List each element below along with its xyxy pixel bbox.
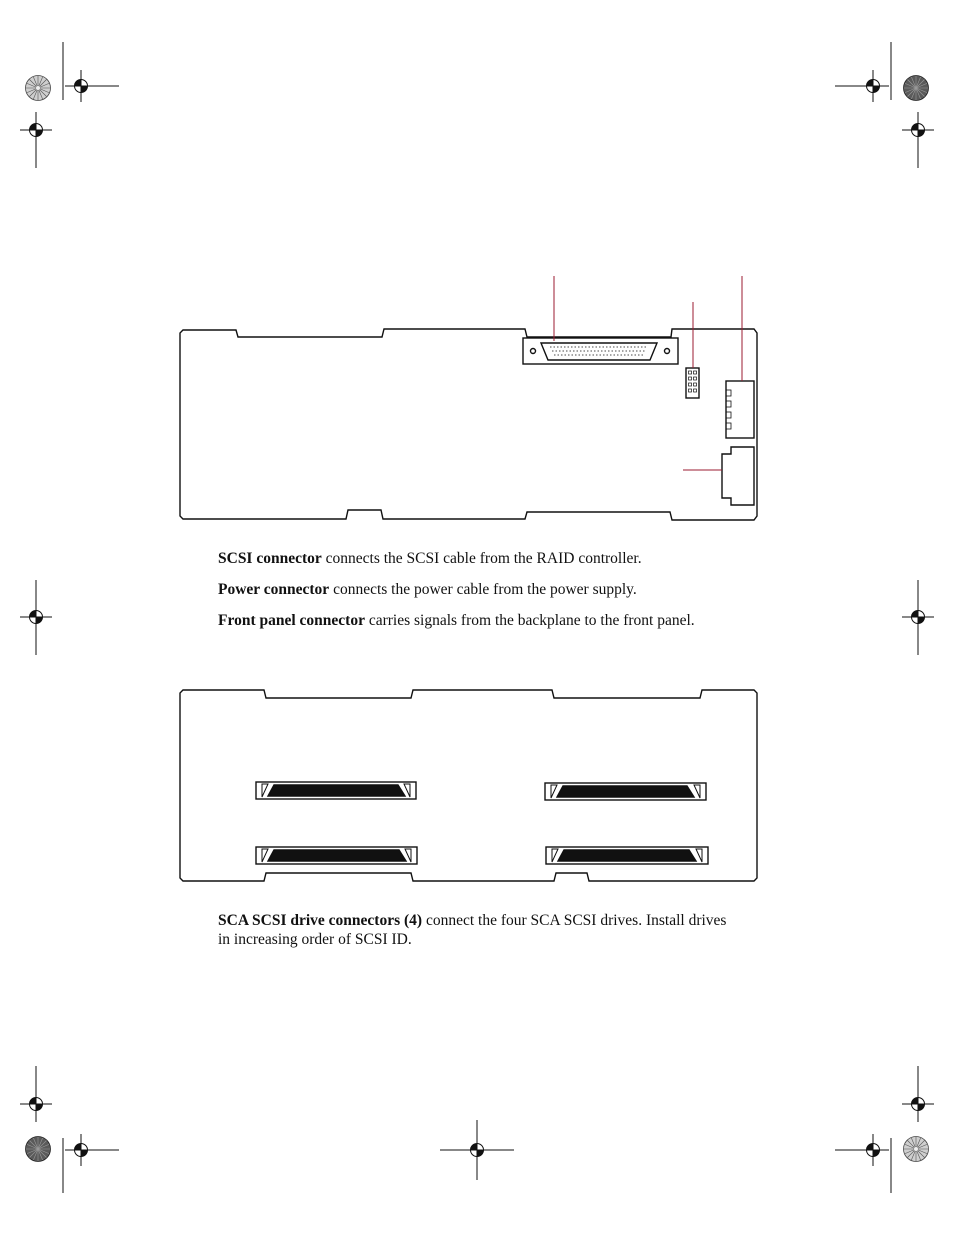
term-scsi-connector: SCSI connector [218,550,322,567]
sca-connector [256,847,417,864]
desc-scsi-connector: connects the SCSI cable from the RAID controller. [321,550,642,567]
registration-mark-icon [902,601,934,633]
term-front-panel-connector: Front panel connector [218,612,365,629]
desc-sca-connectors: connect the four SCA SCSI drives. Install drives [422,912,727,929]
desc-power-connector: connects the power cable from the power supply. [329,581,637,598]
term-sca-connectors: SCA SCSI drive connectors (4) [218,912,423,929]
scsi-connector-description [218,549,642,568]
registration-mark-icon [902,114,934,146]
registration-mark-icon [20,1088,52,1120]
color-wheel-icon [904,1137,929,1162]
power-connector [726,381,754,438]
front-panel-connector [686,368,699,398]
sca-connector [545,783,706,800]
desc-sca-connectors-line2: in increasing order of SCSI ID. [218,931,412,948]
sca-connector [256,782,416,799]
front-panel-connector-description [218,611,695,630]
auxiliary-connector [722,447,754,505]
registration-mark-icon [20,601,52,633]
power-connector-description [218,580,637,599]
registration-mark-icon [857,1134,889,1166]
registration-mark-icon [857,70,889,102]
backplane-rear-diagram [180,329,757,520]
backplane-front-diagram [180,690,757,881]
registration-mark-icon [20,114,52,146]
desc-front-panel-connector: carries signals from the backplane to the front panel. [364,612,695,629]
sca-connectors-description [218,911,726,949]
callout-lines [554,276,742,470]
term-power-connector: Power connector [218,581,330,598]
sca-connector [546,847,708,864]
color-wheel-icon [904,76,929,101]
registration-mark-icon [65,70,97,102]
registration-mark-icon [65,1134,97,1166]
color-wheel-icon [26,1137,51,1162]
registration-mark-icon [902,1088,934,1120]
registration-mark-icon [461,1134,493,1166]
color-wheel-icon [26,76,51,101]
